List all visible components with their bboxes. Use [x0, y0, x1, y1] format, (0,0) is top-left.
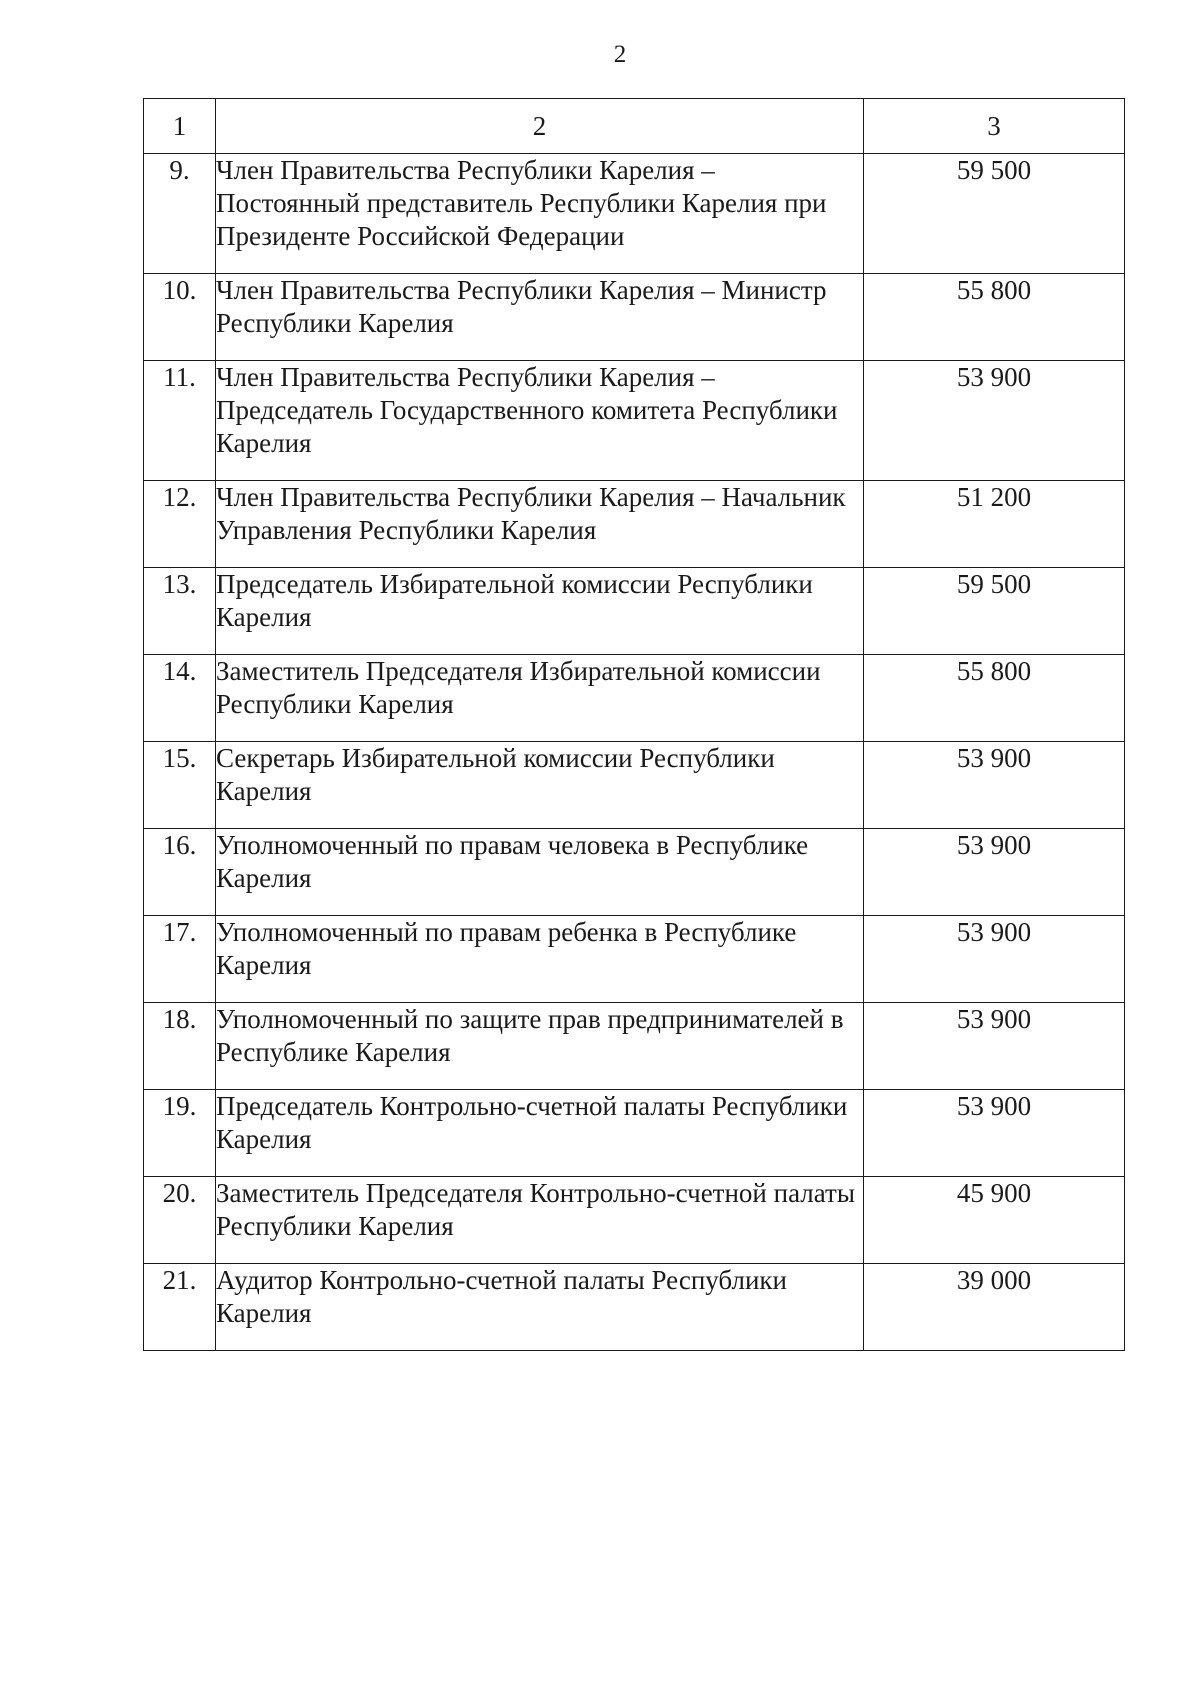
- row-position-title: Председатель Избирательной комиссии Республики Карелия: [216, 568, 864, 655]
- table-row: [144, 916, 1125, 1003]
- table-row: [144, 568, 1125, 655]
- row-number: 21.: [144, 1264, 216, 1351]
- table-row: [144, 655, 1125, 742]
- table-row: [144, 1177, 1125, 1264]
- row-amount: 39 000: [864, 1264, 1125, 1351]
- table-row: [144, 1264, 1125, 1351]
- table-row: [144, 742, 1125, 829]
- row-number: 9.: [144, 154, 216, 274]
- header-cell-amount: 3: [864, 99, 1125, 154]
- row-amount: 53 900: [864, 1090, 1125, 1177]
- row-number: 13.: [144, 568, 216, 655]
- row-position-title: Уполномоченный по правам человека в Республике Карелия: [216, 829, 864, 916]
- row-number: 19.: [144, 1090, 216, 1177]
- row-number: 20.: [144, 1177, 216, 1264]
- row-amount: 53 900: [864, 361, 1125, 481]
- row-position-title: Уполномоченный по правам ребенка в Республике Карелия: [216, 916, 864, 1003]
- table-row: [144, 481, 1125, 568]
- table-row: [144, 1003, 1125, 1090]
- row-amount: 45 900: [864, 1177, 1125, 1264]
- row-number: 17.: [144, 916, 216, 1003]
- table-row: [144, 829, 1125, 916]
- table-row: [144, 154, 1125, 274]
- row-amount: 53 900: [864, 742, 1125, 829]
- row-position-title: Член Правительства Республики Карелия – Начальник Управления Республики Карелия: [216, 481, 864, 568]
- row-amount: 53 900: [864, 1003, 1125, 1090]
- header-cell-number: 1: [144, 99, 216, 154]
- row-position-title: Секретарь Избирательной комиссии Республики Карелия: [216, 742, 864, 829]
- row-position-title: Член Правительства Республики Карелия – Председатель Государственного комитета Республики Карелия: [216, 361, 864, 481]
- table-row: [144, 274, 1125, 361]
- table-row: [144, 361, 1125, 481]
- row-number: 14.: [144, 655, 216, 742]
- row-position-title: Член Правительства Республики Карелия – Постоянный представитель Республики Карелия при Президенте Российской Федерации: [216, 154, 864, 274]
- row-number: 15.: [144, 742, 216, 829]
- page-number: 2: [613, 41, 627, 68]
- row-amount: 53 900: [864, 829, 1125, 916]
- row-position-title: Аудитор Контрольно-счетной палаты Республики Карелия: [216, 1264, 864, 1351]
- header-cell-title: 2: [216, 99, 864, 154]
- row-number: 10.: [144, 274, 216, 361]
- table-header-row: [144, 99, 1125, 154]
- row-position-title: Заместитель Председателя Контрольно-счетной палаты Республики Карелия: [216, 1177, 864, 1264]
- row-position-title: Председатель Контрольно-счетной палаты Республики Карелия: [216, 1090, 864, 1177]
- table-row: [144, 1090, 1125, 1177]
- row-amount: 55 800: [864, 274, 1125, 361]
- row-number: 18.: [144, 1003, 216, 1090]
- row-number: 12.: [144, 481, 216, 568]
- row-amount: 59 500: [864, 154, 1125, 274]
- row-amount: 55 800: [864, 655, 1125, 742]
- salary-table: [143, 98, 1125, 1351]
- row-position-title: Уполномоченный по защите прав предпринимателей в Республике Карелия: [216, 1003, 864, 1090]
- row-number: 11.: [144, 361, 216, 481]
- row-amount: 53 900: [864, 916, 1125, 1003]
- row-number: 16.: [144, 829, 216, 916]
- row-amount: 51 200: [864, 481, 1125, 568]
- row-position-title: Заместитель Председателя Избирательной комиссии Республики Карелия: [216, 655, 864, 742]
- row-amount: 59 500: [864, 568, 1125, 655]
- row-position-title: Член Правительства Республики Карелия – Министр Республики Карелия: [216, 274, 864, 361]
